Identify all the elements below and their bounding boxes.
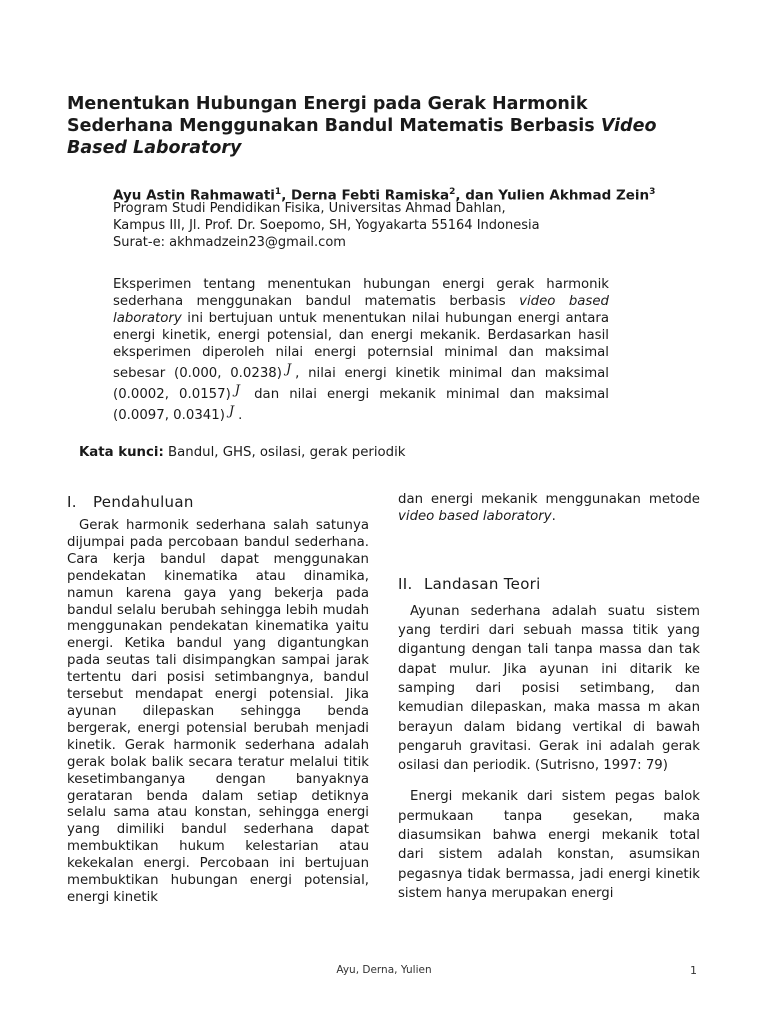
right-column: [398, 492, 700, 903]
author-3-sup: 3: [649, 187, 656, 197]
author-2-sup: 2: [449, 187, 456, 197]
keywords-value: Bandul, GHS, osilasi, gerak periodik: [163, 445, 406, 460]
left-column: [67, 492, 369, 907]
spacer: [398, 526, 700, 574]
abstract: [113, 276, 609, 424]
author-sep-1: ,: [281, 187, 292, 204]
author-1: Ayu Astin Rahmawati: [113, 187, 275, 204]
continuation-end: .: [551, 508, 556, 524]
section-1-title: Pendahuluan: [93, 493, 194, 511]
continuation-italic: video based laboratory: [398, 508, 552, 524]
affiliation-email: Surat-e: akhmadzein23@gmail.com: [113, 235, 346, 250]
title-italic: Video Based Laboratory: [67, 116, 657, 158]
section-2-paragraph-1: Ayunan sederhana adalah suatu sistem yang terdiri dari sebuah massa titik yang digantung dengan tali tanpa massa dan tak dapat mulur. Jika ayunan ini ditarik ke samping dari posisi setimbang, dan kemudian dilepaskan, maka massa m akan berayun dalam bidang vertikal di bawah pengaruh gravitasi. Gerak ini adalah gerak osilasi dan periodik. (Sutrisno, 1997: 79): [398, 603, 700, 774]
spacer: [398, 775, 700, 787]
section-1-paragraph: Gerak harmonik sederhana salah satunya dijumpai pada percobaan bandul sederhana. Cara kerja bandul dapat menggunakan pendekatan kinematika atau dinamika, namun karena gaya yang bekerja pada bandul selalu berubah sehingga lebih mudah menggunakan pendekatan kinematika yaitu energi. Ketika bandul yang digantungkan pada seutas tali disimpangkan sampai jarak tertentu dari posisi setimbangnya, bandul tersebut mendapat energi potensial. Jika ayunan dilepaskan sehingga benda bergerak, energi potensial berubah menjadi kinetik. Gerak harmonik sederhana adalah gerak bolak balik secara teratur melalui titik kesetimbanganya dengan banyaknya gerataran benda dalam setiap detiknya selalu sama atau konstan, sehingga energi yang dimiliki bandul sederhana dapat membuktikan hukum kelestarian atau kekekalan energi. Percobaan ini bertujuan membuktikan hubungan energi potensial, energi kinetik: [67, 518, 369, 905]
section-1-heading: [67, 492, 369, 512]
abstract-italic: video based laboratory: [113, 294, 609, 326]
paper-title: [67, 93, 687, 159]
abstract-part-4: dan nilai energi mekanik minimal dan maksimal (0.0097, 0.0341): [113, 387, 609, 423]
abstract-part-5: .: [238, 408, 243, 423]
section-2-number: II.: [398, 574, 413, 593]
section-1-number: I.: [67, 493, 77, 511]
affiliation-line-1: Program Studi Pendidikan Fisika, Universitas Ahmad Dahlan,: [113, 201, 506, 216]
unit-joule-1: J: [285, 362, 292, 377]
continuation-text: dan energi mekanik menggunakan metode: [398, 492, 700, 507]
keywords-label: Kata kunci:: [79, 445, 164, 460]
unit-joule-2: J: [234, 383, 240, 398]
unit-joule-3: J: [228, 404, 235, 419]
section-2-paragraph-2: Energi mekanik dari sistem pegas balok permukaan tanpa gesekan, maka diasumsikan bahwa energi mekanik total dari sistem adalah konstan, asumsikan pegasnya tidak bermassa, jadi energi kinetik sistem hanya merupakan energi: [398, 789, 700, 901]
author-3: dan Yulien Akhmad Zein: [465, 187, 650, 204]
abstract-part-2: ini bertujuan untuk menentukan nilai hubungan energi antara energi kinetik, energi potensial, dan energi mekanik. Berdasarkan hasil eksperimen diperoleh nilai energi poternsial minimal dan maksimal sebesar (0.000, 0.0238): [113, 311, 609, 381]
abstract-part-1: Eksperimen tentang menentukan hubungan energi gerak harmonik sederhana menggunakan bandul matematis berbasis: [113, 277, 609, 309]
page-number: 1: [690, 964, 697, 977]
keywords: [79, 444, 639, 461]
author-sep-2: ,: [455, 187, 466, 204]
affiliation: [113, 200, 673, 251]
author-2: Derna Febti Ramiska: [291, 187, 450, 204]
footer-authors: Ayu, Derna, Yulien: [336, 964, 432, 976]
abstract-part-3: , nilai energi kinetik minimal dan maksimal (0.0002, 0.0157): [113, 366, 610, 402]
section-2-heading: [398, 574, 700, 594]
author-1-sup: 1: [274, 187, 282, 197]
affiliation-line-2: Kampus III, Jl. Prof. Dr. Soepomo, SH, Yogyakarta 55164 Indonesia: [113, 218, 540, 233]
spacer: [398, 594, 700, 602]
section-2-title: Landasan Teori: [424, 574, 541, 593]
title-main: Menentukan Hubungan Energi pada Gerak Harmonik Sederhana Menggunakan Bandul Matematis Berbasis: [67, 94, 601, 136]
section-1-continuation: [398, 492, 700, 526]
